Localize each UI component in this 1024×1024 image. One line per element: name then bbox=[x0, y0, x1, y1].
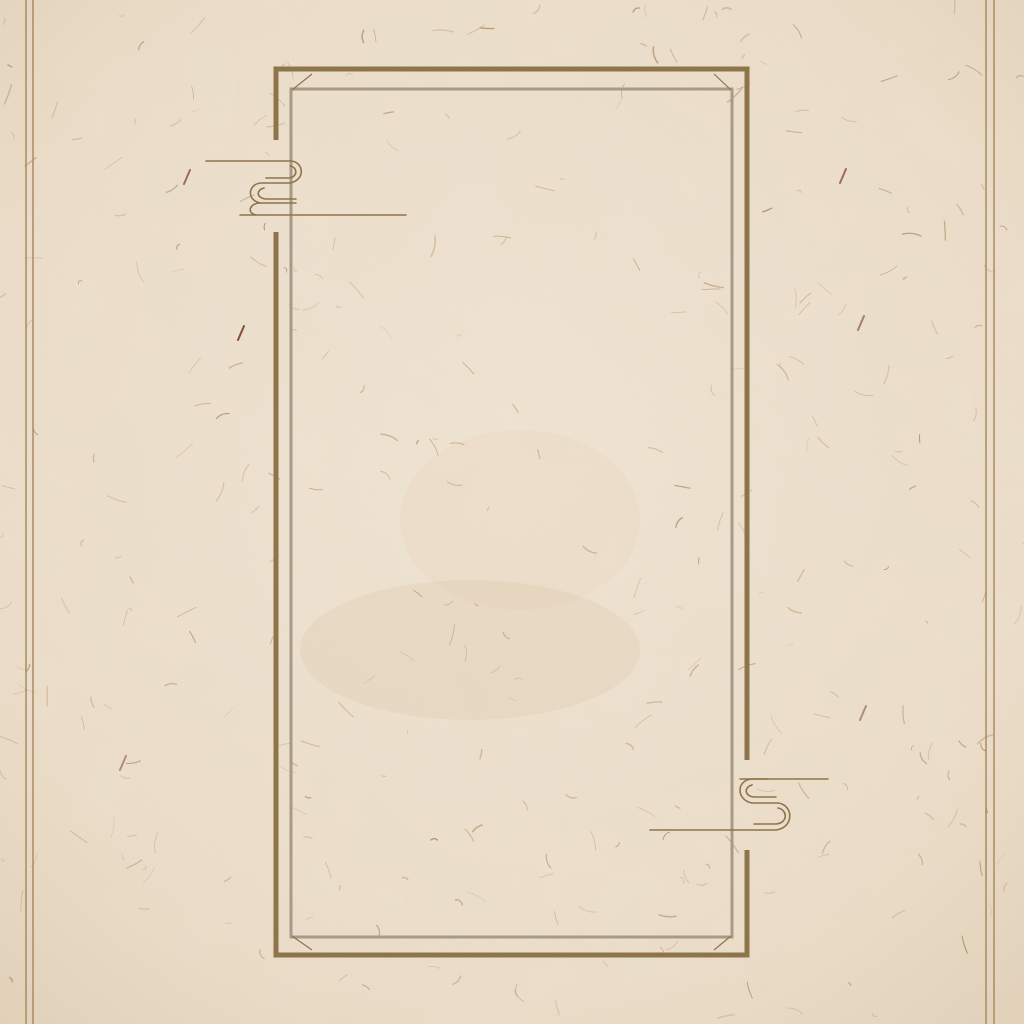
paper-fiber bbox=[895, 451, 902, 452]
paper-stain bbox=[400, 430, 640, 610]
paper-fiber bbox=[25, 258, 43, 259]
paper-fiber bbox=[480, 28, 495, 29]
